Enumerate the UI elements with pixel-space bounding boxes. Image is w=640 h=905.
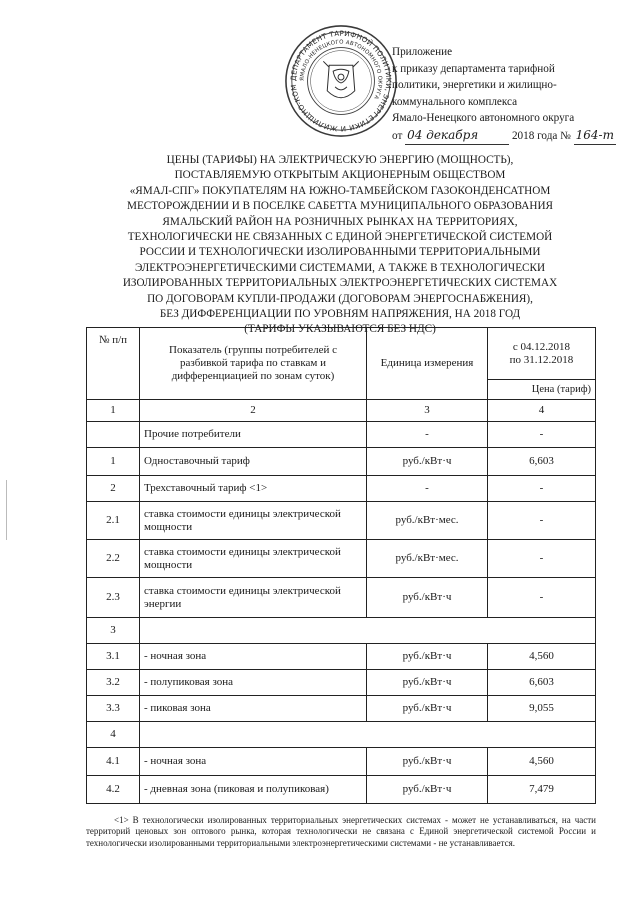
row-indicator: ставка стоимости единицы электрической мощности [140, 540, 367, 578]
title-line: ЯМАЛЬСКИЙ РАЙОН НА РОЗНИЧНЫХ РЫНКАХ НА ТЕРРИТОРИЯХ, [162, 215, 518, 228]
period-to: по 31.12.2018 [509, 353, 574, 366]
title-line: ЭЛЕКТРОЭНЕРГЕТИЧЕСКИМИ СИСТЕМАМИ, А ТАКЖЕ В ТЕХНОЛОГИЧЕСКИ [134, 261, 546, 274]
row-num: 2.2 [87, 540, 140, 578]
svg-text:ЯМАЛО-НЕНЕЦКОГО АВТОНОМНОГО ОК: ЯМАЛО-НЕНЕЦКОГО АВТОНОМНОГО ОКРУГА [299, 39, 383, 101]
title-line: ПОСТАВЛЯЕМУЮ ОТКРЫТЫМ АКЦИОНЕРНЫМ ОБЩЕСТВОМ [174, 169, 506, 182]
row-value: - [488, 422, 596, 448]
appendix-line: к приказу департамента тарифной [392, 62, 555, 75]
row-value: - [488, 502, 596, 540]
handwritten-order-number: 164-т [574, 127, 616, 145]
title-line: РОССИИ И ТЕХНОЛОГИЧЕСКИ ИЗОЛИРОВАННЫМИ ТЕРРИТОРИАЛЬНЫМИ [139, 246, 541, 259]
tariff-table [86, 327, 596, 804]
row-num: 2.3 [87, 578, 140, 618]
row-value: 6,603 [488, 670, 596, 696]
header-price: Цена (тариф) [488, 380, 596, 400]
appendix-line: политики, энергетики и жилищно- [392, 79, 557, 92]
row-value: 4,560 [488, 644, 596, 670]
appendix-line: Ямало-Ненецкого автономного округа [392, 112, 575, 125]
colnum-cell: 1 [87, 400, 140, 422]
table-row [87, 776, 596, 804]
footnote: <1> В технологически изолированных территориальных энергетических системах - может не устанавливаться, на части территорий ценовых зон оптового рынка, которая технологически не связана с Единой энергетической системой России и технологически изолированными территориальными электроэнергетическими системами - не устанавливается. [86, 815, 596, 848]
table-row [87, 696, 596, 722]
table-row [87, 448, 596, 476]
table-row [87, 748, 596, 776]
row-indicator [140, 618, 596, 644]
date-prefix: от [392, 129, 403, 142]
table-row [87, 540, 596, 578]
seal-emblem-icon [282, 22, 403, 142]
row-value: 4,560 [488, 748, 596, 776]
row-value: 6,603 [488, 448, 596, 476]
row-indicator: Одноставочный тариф [140, 448, 367, 476]
row-num: 3.2 [87, 670, 140, 696]
row-value: 7,479 [488, 776, 596, 804]
title-line: «ЯМАЛ-СПГ» ПОКУПАТЕЛЯМ НА ЮЖНО-ТАМБЕЙСКОМ ГАЗОКОНДЕНСАТНОМ [129, 184, 551, 197]
row-indicator: - ночная зона [140, 748, 367, 776]
header-num: № п/п [87, 328, 140, 400]
row-value: 9,055 [488, 696, 596, 722]
official-seal [282, 22, 403, 142]
table-row [87, 578, 596, 618]
row-num: 4 [87, 722, 140, 748]
column-number-row [87, 400, 596, 422]
row-indicator [140, 722, 596, 748]
row-indicator: ставка стоимости единицы электрической энергии [140, 578, 367, 618]
row-num: 4.1 [87, 748, 140, 776]
document-title [60, 153, 620, 338]
row-value: - [488, 578, 596, 618]
header-indicator: Показатель (группы потребителей с разбивкой тарифа по ставкам и дифференциацией по зонам суток) [140, 328, 367, 400]
row-indicator: Прочие потребители [140, 422, 367, 448]
table-row [87, 722, 596, 748]
title-line: МЕСТОРОЖДЕНИИ И В ПОСЕЛКЕ САБЕТТА МУНИЦИПАЛЬНОГО ОБРАЗОВАНИЯ [127, 200, 553, 213]
row-indicator: ставка стоимости единицы электрической мощности [140, 502, 367, 540]
title-line: БЕЗ ДИФФЕРЕНЦИАЦИИ ПО УРОВНЯМ НАПРЯЖЕНИЯ, НА 2018 ГОД [159, 308, 521, 321]
table-row [87, 618, 596, 644]
row-num [87, 422, 140, 448]
row-value: - [488, 540, 596, 578]
row-unit: руб./кВт·ч [367, 578, 488, 618]
row-num: 1 [87, 448, 140, 476]
order-year: 2018 года № [511, 129, 571, 142]
appendix-line: коммунального комплекса [392, 95, 518, 108]
row-num: 2.1 [87, 502, 140, 540]
row-num: 2 [87, 476, 140, 502]
table-header-row [87, 328, 596, 380]
colnum-cell: 3 [367, 400, 488, 422]
table-row [87, 644, 596, 670]
title-line: ИЗОЛИРОВАННЫХ ТЕРРИТОРИАЛЬНЫХ ЭЛЕКТРОЭНЕРГЕТИЧЕСКИХ СИСТЕМАХ [122, 277, 558, 290]
row-unit: - [367, 422, 488, 448]
row-num: 3.3 [87, 696, 140, 722]
row-unit: руб./кВт·ч [367, 696, 488, 722]
row-unit: руб./кВт·ч [367, 670, 488, 696]
row-indicator: - пиковая зона [140, 696, 367, 722]
table-row [87, 422, 596, 448]
row-indicator: - ночная зона [140, 644, 367, 670]
row-num: 3.1 [87, 644, 140, 670]
row-unit: - [367, 476, 488, 502]
row-indicator: - дневная зона (пиковая и полупиковая) [140, 776, 367, 804]
row-indicator: - полупиковая зона [140, 670, 367, 696]
table-row [87, 476, 596, 502]
row-unit: руб./кВт·ч [367, 748, 488, 776]
title-line: ЦЕНЫ (ТАРИФЫ) НА ЭЛЕКТРИЧЕСКУЮ ЭНЕРГИЮ (МОЩНОСТЬ), [166, 154, 514, 166]
row-unit: руб./кВт·мес. [367, 540, 488, 578]
colnum-cell: 2 [140, 400, 367, 422]
colnum-cell: 4 [488, 400, 596, 422]
svg-text:ДЕПАРТАМЕНТ ТАРИФНОЙ ПОЛИТИКИ,: ДЕПАРТАМЕНТ ТАРИФНОЙ ПОЛИТИКИ, ЭНЕРГЕТИКИ И ЖИЛИЩНО-КОМ [288, 28, 394, 134]
order-date-line [392, 127, 632, 145]
period-from: с 04.12.2018 [512, 340, 571, 353]
header-period [488, 328, 596, 380]
table-row [87, 502, 596, 540]
scan-artifact [6, 480, 7, 540]
header-unit: Единица измерения [367, 328, 488, 400]
row-value: - [488, 476, 596, 502]
appendix-block [392, 44, 632, 145]
title-line: ПО ДОГОВОРАМ КУПЛИ-ПРОДАЖИ (ДОГОВОРАМ ЭНЕРГОСНАБЖЕНИЯ), [147, 292, 533, 305]
handwritten-date: 04 декабря [405, 127, 509, 145]
row-num: 4.2 [87, 776, 140, 804]
title-line: ТЕХНОЛОГИЧЕСКИ НЕ СВЯЗАННЫХ С ЕДИНОЙ ЭНЕРГЕТИЧЕСКОЙ СИСТЕМОЙ [127, 231, 553, 244]
row-num: 3 [87, 618, 140, 644]
row-unit: руб./кВт·мес. [367, 502, 488, 540]
row-unit: руб./кВт·ч [367, 776, 488, 804]
row-unit: руб./кВт·ч [367, 448, 488, 476]
table-row [87, 670, 596, 696]
title-line: (ТАРИФЫ УКАЗЫВАЮТСЯ БЕЗ НДС) [244, 323, 436, 336]
row-indicator: Трехставочный тариф <1> [140, 476, 367, 502]
appendix-line: Приложение [392, 46, 453, 58]
row-unit: руб./кВт·ч [367, 644, 488, 670]
